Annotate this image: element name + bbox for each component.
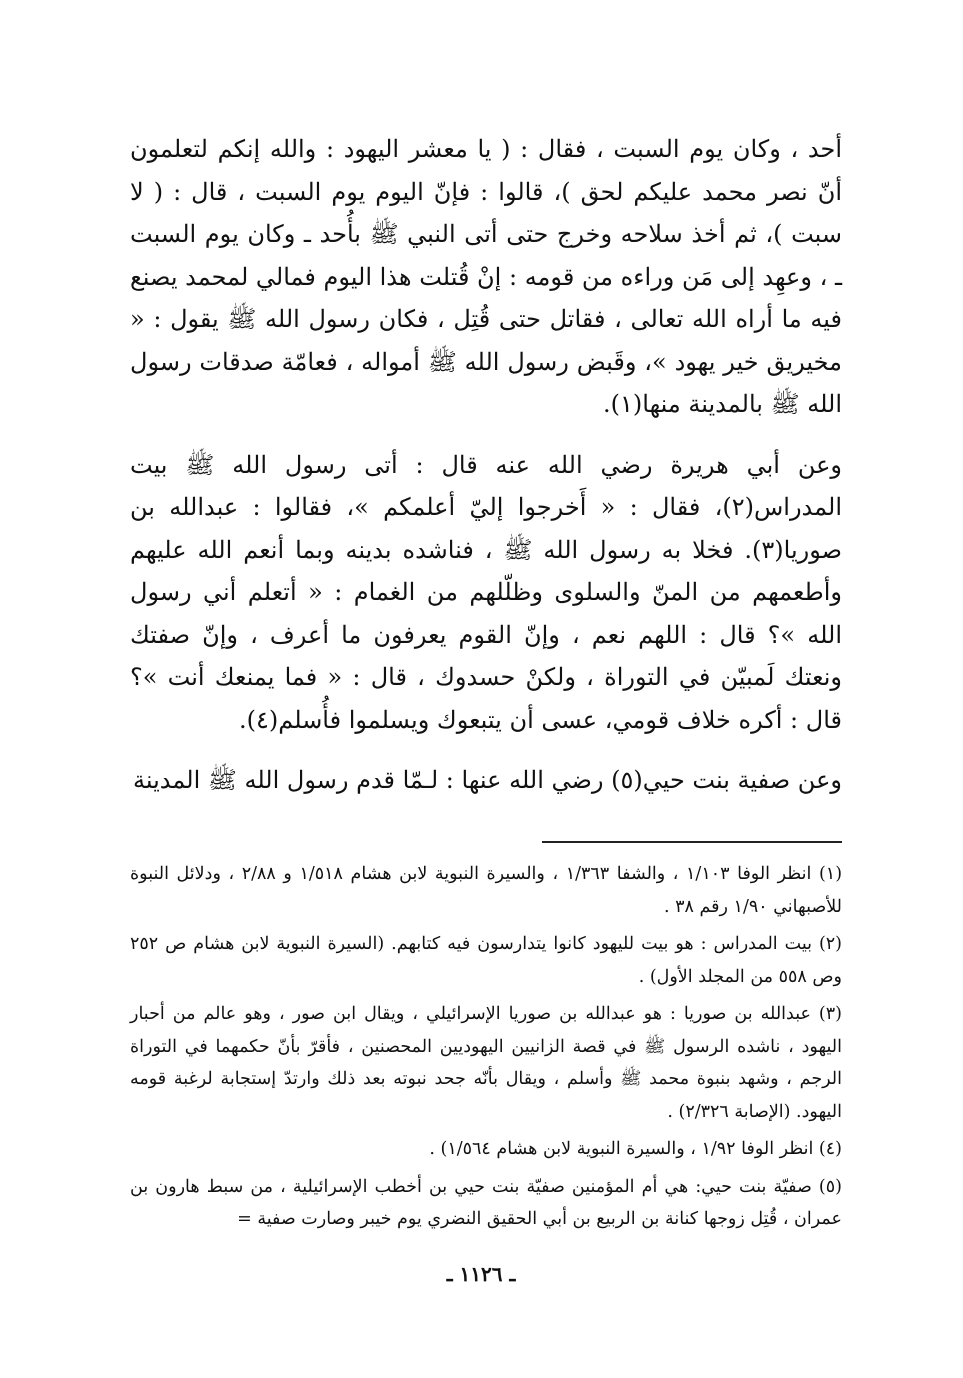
footnote-1: (١) انظر الوفا ١/١٠٣ ، والشفا ١/٣٦٣ ، والسيرة النبوية لابن هشام ١/٥١٨ و ٢/٨٨ ، ودلائل النبوة للأصبهاني ١/٩٠ رقم ٣٨ . [130,864,843,917]
footnote-3: (٣) عبدالله بن صوريا : هو عبدالله بن صوريا الإسرائيلي ، ويقال ابن صور ، وهو عالم من أحبار اليهود ، ناشده الرسول ﷺ في قصة الزانيين اليهوديين المحصنين ، فأقرّ بأنّ حكمهما في التوراة الرجم ، وشهد بنبوة محمد ﷺ وأسلم ، ويقال بأنّه جحد نبوته بعد ذلك وارتدّ إستجابة لرغبة قومه اليهود. (الإصابة ٢/٣٢٦) . [130,1004,842,1122]
paragraph-safiyya: وعن صفية بنت حيي(٥) رضي الله عنها : لـمّا قدم رسول الله ﷺ المدينة [133,766,842,794]
footnote-5: (٥) صفيّة بنت حيي: هي أم المؤمنين صفيّة بنت حيي بن أخطب الإسرائيلية ، من سبط هارون بن عمران ، قُتِل زوجها كنانة بن الربيع بن أبي الحقيق النضري يوم خيبر وصارت صفية = [130,1176,842,1229]
footnote-divider [542,841,842,843]
page-number: ـ ١١٢٦ ـ [446,1262,516,1286]
footnotes [130,858,842,1241]
paragraph-ibn-suriya: وعن أبي هريرة رضي الله عنه قال : أتى رسول الله ﷺ بيت المدراس(٢)، فقال : « أَخرجوا إليّ أعلمكم »، فقالوا : عبدالله بن صوريا(٣). فخلا به رسول الله ﷺ ، فناشده بدينه وبما أنعم الله عليهم وأطعمهم من المنّ والسلوى وظلّلهم من الغمام : « أتعلم أني رسول الله »؟ قال : اللهم نعم ، وإنّ القوم يعرفون ما أعرف ، وإنّ صفتك ونعتك لَمبيّن في التوراة ، ولكنْ حسدوك ، قال : « فما يمنعك أنت »؟ قال : أكره خلاف قومي، عسى أن يتبعوك ويسلموا فأُسلم(٤). [130,450,842,734]
footnote-4: (٤) انظر الوفا ١/٩٢ ، والسيرة النبوية لابن هشام ١/٥٦٤) . [429,1139,842,1159]
paragraph-mukhayriq: أحد ، وكان يوم السبت ، فقال : ( يا معشر اليهود : والله إنكم لتعلمون أنّ نصر محمد عليكم لحق )، قالوا : فإنّ اليوم يوم السبت ، قال : ( لا سبت )، ثم أخذ سلاحه وخرج حتى أتى النبي ﷺ بأُحد ـ وكان يوم السبت ـ ، وعهِد إلى مَن وراءه من قومه : إنْ قُتلت هذا اليوم فمالي لمحمد يصنع فيه ما أراه الله تعالى ، فقاتل حتى قُتِل ، فكان رسول الله ﷺ يقول : « مخيريق خير يهود »، وقَبض رسول الله ﷺ أمواله ، فعامّة صدقات رسول الله ﷺ بالمدينة منها(١). [130,135,842,418]
footnote-2: (٢) بيت المدراس : هو بيت لليهود كانوا يتدارسون فيه كتابهم. (السيرة النبوية لابن هشام ص ٢٥٢ وص ٥٥٨ من المجلد الأول) . [130,934,842,987]
main-text [130,128,842,802]
